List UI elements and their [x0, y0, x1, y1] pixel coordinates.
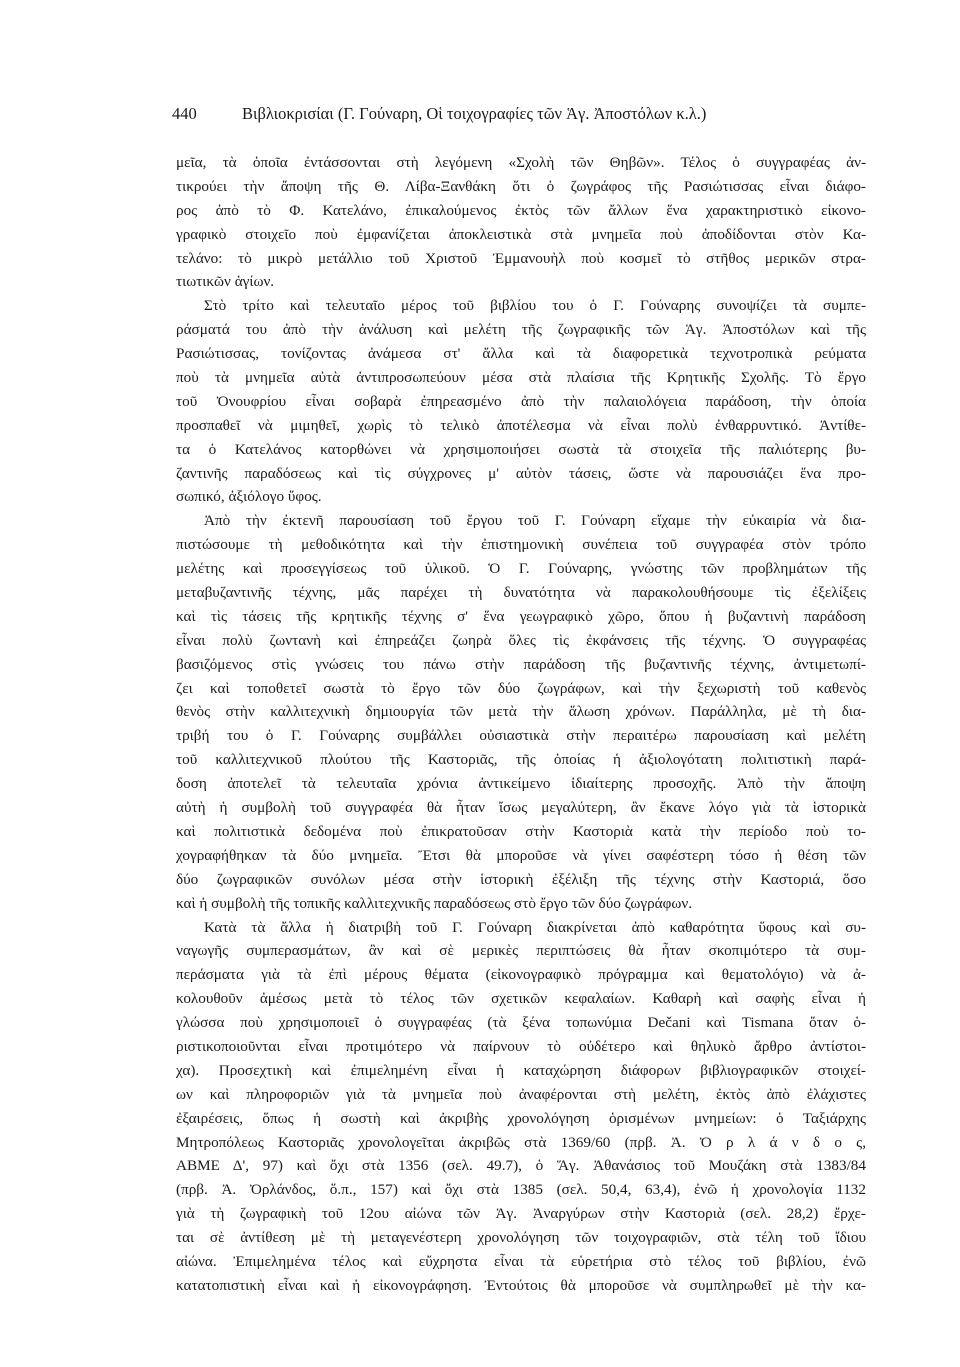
- text-line: ται σὲ ἀντίθεση μὲ τὴ μεταγενέστερη χρονολόγηση τῶν τοιχογραφιῶν, στὰ τέλη τοῦ ἴδιου: [176, 1229, 866, 1247]
- text-line: δύο ζωγραφικῶν συνόλων μέσα στὴν ἱστορικὴ ἐξέλιξη τῆς τέχνης στὴν Καστοριά, ὅσο: [176, 870, 866, 888]
- text-line: καὶ πολιτιστικὰ δεδομένα ποὺ ἐπικρατοῦσαν στὴν Καστοριὰ κατὰ τὴν περίοδο ποὺ το-: [176, 822, 866, 840]
- text-line: χα). Προσεχτικὴ καὶ ἐπιμελημένη εἶναι ἡ καταχώρηση διάφορων βιβλιογραφικῶν στοιχεί-: [176, 1061, 866, 1079]
- text-line: πιστώσουμε τὴ μεθοδικότητα καὶ τὴν ἐπιστημονικὴ συνέπεια τοῦ συγγραφέα στὸν τρόπο: [176, 536, 866, 554]
- text-line: κολουθοῦν ἀμέσως μετὰ τὸ τέλος τῶν σχετικῶν κεφαλαίων. Καθαρὴ καὶ σαφὴς εἶναι ἡ: [176, 990, 866, 1008]
- text-line: ράσματά του ἀπὸ τὴν ἀνάλυση καὶ μελέτη τῆς ζωγραφικῆς τῶν Ἁγ. Ἀποστόλων καὶ τῆς: [176, 321, 866, 339]
- text-line: αὐτὴ ἡ συμβολὴ τοῦ συγγραφέα θὰ ἦταν ἴσως μεγαλύτερη, ἂν ἔκανε λόγο γιὰ τὰ ἱστορικὰ: [176, 799, 866, 817]
- body-text: [176, 151, 866, 1298]
- text-line: (πρβ. Ἀ. Ὀρλάνδος, ὅ.π., 157) καὶ ὄχι στὰ 1385 (σελ. 50,4, 63,4), ἐνῶ ἡ χρονολογία 1132: [176, 1181, 866, 1199]
- text-line: προσπαθεῖ νὰ μιμηθεῖ, χωρὶς τὸ τελικὸ ἀποτέλεσμα νὰ εἶναι πολὺ ἐνθαρρυντικό. Ἀντίθε-: [176, 416, 866, 434]
- text-line: γλώσσα ποὺ χρησιμοποιεῖ ὁ συγγραφέας (τὰ ξένα τοπωνύμια Dečani καὶ Tismana ὅταν ὁ-: [176, 1014, 866, 1032]
- text-line: περάσματα γιὰ τὰ ἐπὶ μέρους θέματα (εἰκονογραφικὸ πρόγραμμα καὶ θεματολόγιο) νὰ ἀ-: [176, 966, 866, 984]
- text-line: κατατοπιστικὴ εἶναι καὶ ἡ εἰκονογράφηση. Ἐντούτοις θὰ μποροῦσε νὰ συμπληρωθεῖ μὲ τὴν κα-: [176, 1276, 866, 1294]
- text-line: ριστικοποιοῦνται εἶναι προτιμότερο νὰ παίρνουν τὸ οὐδέτερο καὶ θηλυκὸ ἄρθρο ἀντίστοι-: [176, 1037, 866, 1055]
- text-line: βασιζόμενος στὶς γνώσεις του πάνω στὴν παράδοση τῆς βυζαντινῆς τέχνης, ἀντιμετωπί-: [176, 655, 866, 673]
- text-line: καὶ τὶς τάσεις τῆς κρητικῆς τέχνης σ' ἕνα γεωγραφικὸ χῶρο, ὅπου ἡ βυζαντινὴ παράδοση: [176, 607, 866, 625]
- text-line: τοῦ καλλιτεχνικοῦ πλούτου τῆς Καστοριᾶς, τῆς ὁποίας ἡ ἀξιολογότατη πολιτιστικὴ παρά-: [176, 751, 866, 769]
- text-line: γιὰ τὴ ζωγραφικὴ τοῦ 12ου αἰώνα τῶν Ἁγ. Ἀναργύρων στὴν Καστοριὰ (σελ. 28,2) ἔρχε-: [176, 1205, 866, 1223]
- text-line: θενὸς στὴν καλλιτεχνικὴ δημιουργία τῶν μετὰ τὴν ἅλωση χρόνων. Παράλληλα, μὲ τὴ δια-: [176, 703, 866, 721]
- text-line: εἶναι πολὺ ζωντανὴ καὶ ἐπηρεάζει ζωηρὰ ὅλες τὶς ἐκφάνσεις τῆς τέχνης. Ὁ συγγραφέας: [176, 631, 866, 649]
- text-line: ποὺ τὰ μνημεῖα αὐτὰ ἀντιπροσωπεύουν μέσα στὰ πλαίσια τῆς Κρητικῆς Σχολῆς. Τὸ ἔργο: [176, 369, 866, 387]
- text-line: μεῖα, τὰ ὁποῖα ἐντάσσονται στὴ λεγόμενη «Σχολὴ τῶν Θηβῶν». Τέλος ὁ συγγραφέας ἀν-: [176, 154, 866, 171]
- text-line: γραφικὸ στοιχεῖο ποὺ ἐμφανίζεται ἀποκλειστικὰ στὰ μνημεῖα ποὺ ἀποδίδονται στὸν Κα-: [176, 225, 866, 243]
- text-line: χογραφήθηκαν τὰ δύο μνημεῖα. Ἔτσι θὰ μποροῦσε νὰ γίνει σαφέστερη τόσο ἡ θέση τῶν: [176, 846, 866, 864]
- text-line: μελέτης καὶ προσεγγίσεως τοῦ ὑλικοῦ. Ὁ Γ. Γούναρης, γνώστης τῶν προβλημάτων τῆς: [176, 560, 866, 578]
- text-line: τριβή του ὁ Γ. Γούναρης συμβάλλει οὐσιαστικὰ στὴν περαιτέρω παρουσίαση καὶ μελέτη: [176, 727, 866, 745]
- text-line: τα ὁ Κατελάνος κατορθώνει νὰ χρησιμοποιήσει σωστὰ τὰ στοιχεῖα τῆς παλιότερης βυ-: [176, 440, 866, 458]
- text-line: καὶ ἡ συμβολὴ τῆς τοπικῆς καλλιτεχνικῆς παραδόσεως στὸ ἔργο τῶν δύο ζωγράφων.: [176, 894, 693, 912]
- text-line: τικρούει τὴν ἄποψη τῆς Θ. Λίβα-Ξανθάκη ὅτι ὁ ζωγράφος τῆς Ρασιώτισσας εἶναι διάφο-: [176, 177, 866, 195]
- text-line: ΑΒΜΕ Δ', 97) καὶ ὄχι στὰ 1356 (σελ. 49.7), ὁ Ἅγ. Ἀθανάσιος τοῦ Μουζάκη στὰ 1383/84: [176, 1157, 866, 1175]
- text-line: ζαντινῆς παραδόσεως καὶ τὶς σύγχρονες μ' αὐτὸν τάσεις, ὥστε νὰ παρουσιάζει ἕνα προ-: [176, 464, 866, 482]
- text-line: Στὸ τρίτο καὶ τελευταῖο μέρος τοῦ βιβλίου του ὁ Γ. Γούναρης συνοψίζει τὰ συμπε-: [204, 297, 866, 315]
- text-line: Ρασιώτισσας, τονίζοντας ἀνάμεσα στ' ἄλλα καὶ τὰ διαφορετικὰ τεχνοτροπικὰ ρεύματα: [176, 345, 866, 363]
- text-line: τελάνο: τὸ μικρὸ μετάλλιο τοῦ Χριστοῦ Ἐμμανουὴλ ποὺ κοσμεῖ τὸ στῆθος μερικῶν στρα-: [176, 249, 866, 267]
- running-title: Βιβλιοκρισίαι (Γ. Γούναρη, Οἱ τοιχογραφίες τῶν Ἁγ. Ἀποστόλων κ.λ.): [242, 104, 707, 123]
- text-line: ἐξαιρέσεις, ὅπως ἡ σωστὴ καὶ ἀκριβὴς χρονολόγηση ὁρισμένων μνημείων: ὁ Ταξιάρχης: [176, 1109, 866, 1127]
- text-line: τιωτικῶν ἁγίων.: [176, 273, 275, 291]
- page-number: 440: [172, 104, 197, 123]
- text-line: ων καὶ πληροφοριῶν γιὰ τὰ μνημεῖα ποὺ ἀναφέρονται στὴ μελέτη, ἐκτὸς ἀπὸ ἐλάχιστες: [176, 1085, 866, 1103]
- text-line: Κατὰ τὰ ἄλλα ἡ διατριβὴ τοῦ Γ. Γούναρη διακρίνεται ἀπὸ καθαρότητα ὕφους καὶ συ-: [204, 918, 866, 936]
- text-line: δοση ἀποτελεῖ τὰ τελευταῖα χρόνια ἀντικείμενο ἰδιαίτερης προσοχῆς. Ἀπὸ τὴν ἄποψη: [176, 775, 866, 793]
- text-line: Μητροπόλεως Καστοριᾶς χρονολογεῖται ἀκριβῶς στὰ 1369/60 (πρβ. Ἀ. Ὀ ρ λ ά ν δ ο ς,: [176, 1133, 866, 1151]
- text-line: αἰώνα. Ἐπιμελημένα τέλος καὶ εὔχρηστα εἶναι τὰ εὑρετήρια στὸ τέλος τοῦ βιβλίου, ἐνῶ: [176, 1252, 866, 1270]
- text-line: Ἀπὸ τὴν ἐκτενῆ παρουσίαση τοῦ ἔργου τοῦ Γ. Γούναρη εἴχαμε τὴν εὐκαιρία νὰ δια-: [204, 512, 866, 530]
- text-line: τοῦ Ὀνουφρίου εἶναι σοβαρὰ ἐπηρεασμένο ἀπὸ τὴν παλαιολόγεια παράδοση, τὴν ὁποία: [176, 392, 866, 410]
- text-line: ζει καὶ τοποθετεῖ σωστὰ τὸ ἔργο τῶν δύο ζωγράφων, καὶ τὴν ξεχωριστὴ τοῦ καθενὸς: [176, 679, 866, 697]
- text-line: ρος ἀπὸ τὸ Φ. Κατελάνο, ἐπικαλούμενος ἐκτὸς τῶν ἄλλων ἕνα χαρακτηριστικὸ εἰκονο-: [176, 201, 866, 219]
- text-line: σωπικό, ἀξιόλογο ὕφος.: [176, 488, 322, 506]
- running-head: [172, 103, 872, 125]
- text-line: μεταβυζαντινῆς τέχνης, μᾶς παρέχει τὴ δυνατότητα νὰ παρακολουθήσουμε τὶς ἐξελίξεις: [176, 584, 866, 602]
- text-line: ναγωγῆς συμπερασμάτων, ἂν καὶ σὲ μερικὲς περιπτώσεις θὰ ἦταν σκοπιμότερο τὰ συμ-: [176, 942, 866, 960]
